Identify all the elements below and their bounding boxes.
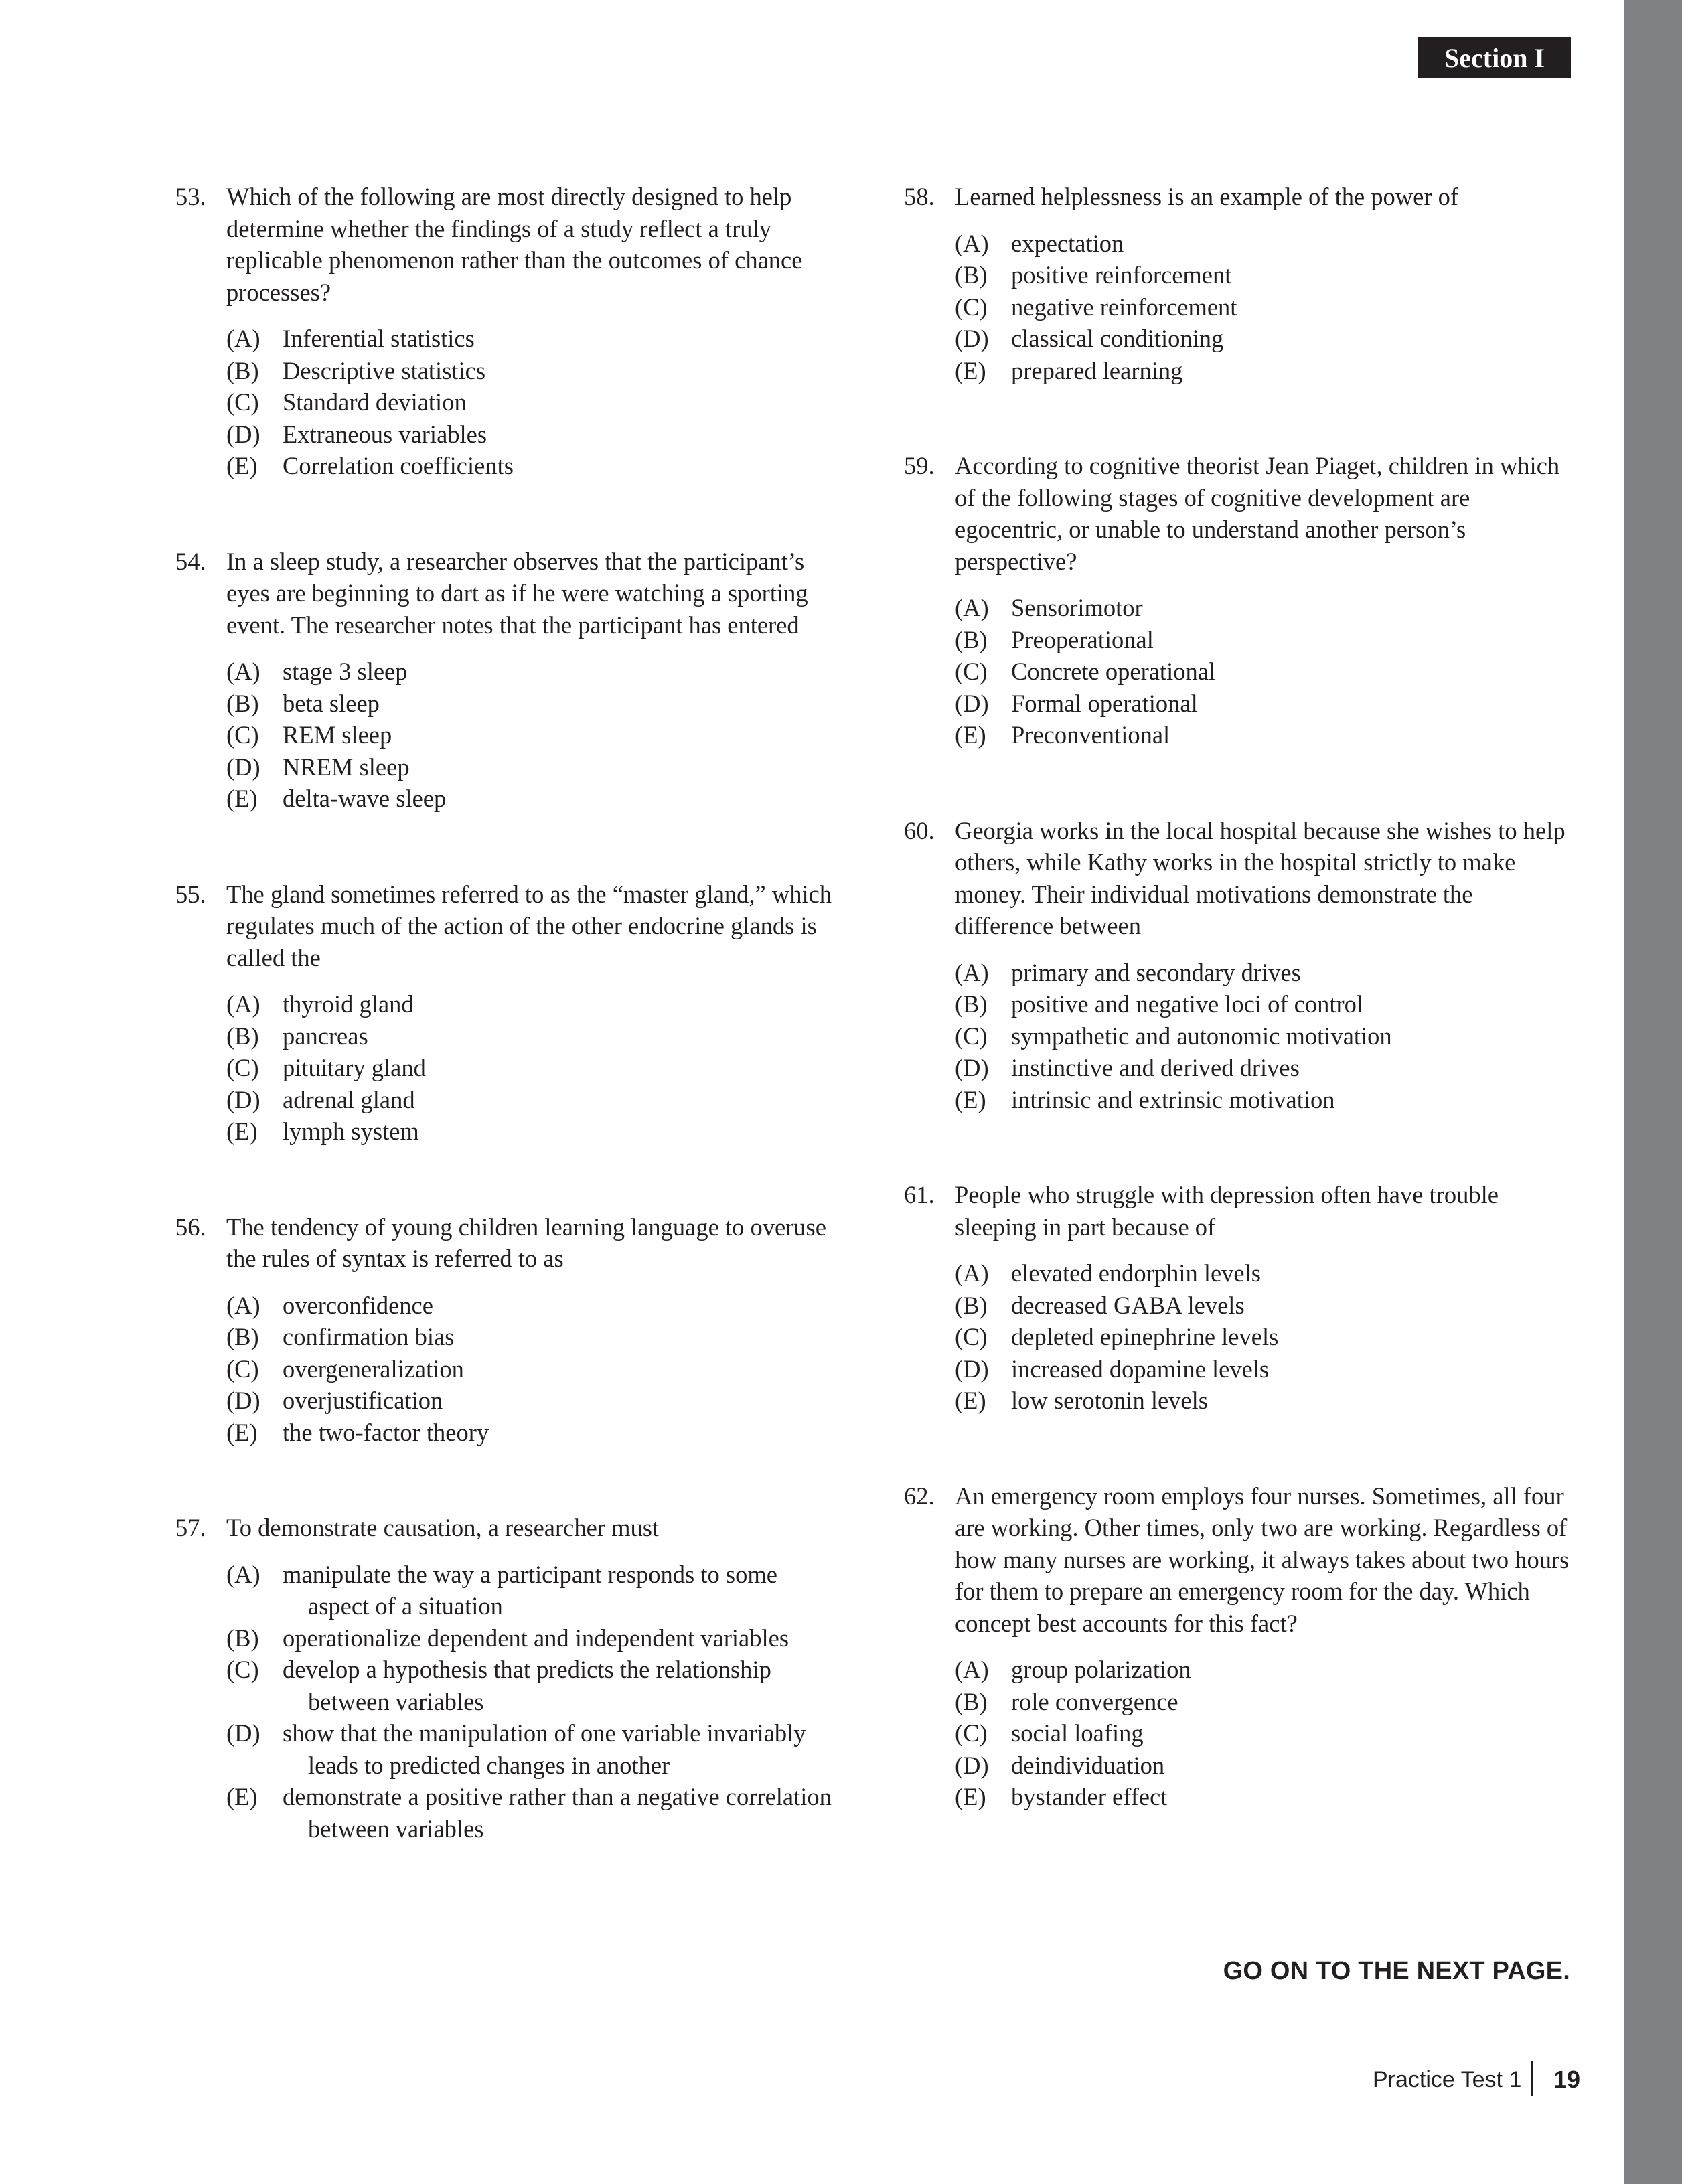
choice-letter: (E) [955,1387,986,1414]
choice-letter: (B) [226,1022,259,1050]
choice-text: overgeneralization [283,1354,464,1383]
choice-text: deindividuation [1011,1751,1165,1779]
choice-text: Inferential statistics [283,325,475,352]
choice-text: elevated endorphin levels [1011,1259,1261,1287]
choice-letter: (C) [226,1354,259,1383]
choice-letter: (B) [955,1687,988,1715]
choice-letter: (B) [226,356,259,384]
question-number: 53. [175,183,206,210]
answer-choice [955,1353,1577,1385]
question-text: Learned helplessness is an example of the power of [955,183,1459,210]
answer-choices [955,228,1577,387]
answer-choice [226,1052,842,1084]
choice-text: manipulate the way a participant responds to some aspect of a situation [283,1560,777,1620]
answer-choice [226,1622,842,1654]
choice-text: thyroid gland [283,990,414,1018]
choice-letter: (C) [955,1323,988,1350]
answer-choice [955,1654,1577,1686]
answer-choice [955,688,1577,720]
choice-text: NREM sleep [283,753,410,781]
answer-choice [226,1321,842,1353]
answer-choices [226,988,842,1148]
choice-letter: (C) [226,721,259,749]
answer-choice [955,1717,1577,1749]
question-number: 54. [175,547,206,575]
answer-choice [226,1084,842,1116]
question-item [175,546,842,815]
choice-text: group polarization [1011,1656,1191,1683]
choice-text: delta-wave sleep [283,785,447,812]
choice-text: pituitary gland [283,1054,426,1081]
answer-choice [226,1353,842,1385]
answer-choice [226,719,842,751]
choice-letter: (B) [955,1291,988,1319]
answer-choice [955,655,1577,688]
choice-letter: (A) [955,594,989,621]
question-stem [904,450,1577,577]
choice-text: low serotonin levels [1011,1387,1208,1414]
choice-letter: (E) [955,1783,986,1810]
answer-choice [226,751,842,783]
answer-choices [226,655,842,815]
choice-letter: (C) [226,1054,259,1081]
choice-letter: (A) [955,229,989,257]
choice-text: demonstrate a positive rather than a negative correlation between variables [283,1783,832,1843]
choice-text: Concrete operational [1011,657,1216,685]
choice-letter: (A) [226,1291,260,1319]
choice-text: pancreas [283,1022,368,1050]
choice-letter: (D) [955,1054,989,1081]
answer-choice [955,291,1577,323]
choice-text: classical conditioning [1011,325,1224,352]
question-item [904,181,1577,386]
answer-choice [955,228,1577,260]
answer-choice [226,1559,842,1622]
choice-text: develop a hypothesis that predicts the relationship between variables [283,1656,771,1715]
question-text: To demonstrate causation, a researcher must [226,1514,660,1541]
question-text: According to cognitive theorist Jean Piaget, children in which of the following stages of cognitive development are egocentric, or unable to understand another person’s perspective? [955,452,1560,575]
choice-letter: (D) [955,1354,989,1383]
question-text: Which of the following are most directly designed to help determine whether the findings of a study reflect a truly replicable phenomenon rather than the outcomes of chance processes? [226,183,803,306]
question-item [175,1512,842,1845]
answer-choices [226,1559,842,1845]
question-number: 57. [175,1514,206,1541]
choice-letter: (E) [226,1418,258,1446]
choice-letter: (D) [955,1751,989,1779]
choice-letter: (E) [955,356,986,384]
choice-text: prepared learning [1011,356,1183,384]
question-number: 60. [904,816,935,844]
question-stem [175,1512,842,1544]
choice-letter: (B) [955,990,988,1018]
question-stem [904,1179,1577,1243]
choice-text: intrinsic and extrinsic motivation [1011,1085,1335,1113]
choice-letter: (B) [226,1624,259,1652]
choice-text: positive and negative loci of control [1011,990,1364,1018]
answer-choice [955,323,1577,355]
answer-choice [226,450,842,482]
answer-choice [955,1020,1577,1052]
choice-letter: (A) [955,1656,989,1683]
choice-text: operationalize dependent and independent variables [283,1624,789,1652]
answer-choice [955,719,1577,751]
answer-choice [226,418,842,451]
choice-text: increased dopamine levels [1011,1354,1270,1383]
question-stem [175,181,842,308]
question-stem [904,1480,1577,1640]
answer-choice [955,988,1577,1020]
page-number: 19 [1553,2065,1581,2093]
question-number: 59. [904,452,935,479]
question-spacer [904,1115,1577,1179]
answer-choice [955,259,1577,291]
choice-letter: (B) [955,625,988,653]
question-spacer [175,815,842,878]
choice-text: Descriptive statistics [283,356,486,384]
choice-text: Extraneous variables [283,420,487,448]
question-text: Georgia works in the local hospital because she wishes to help others, while Kathy works in the hospital strictly to make money. Their individual motivations demonstrate the difference between [955,816,1565,939]
left-column [175,181,842,1845]
answer-choice [226,355,842,387]
choice-letter: (D) [226,753,260,781]
question-number: 62. [904,1482,935,1510]
answer-choice [226,688,842,720]
question-spacer [904,386,1577,450]
question-stem [175,546,842,641]
question-item [904,1480,1577,1813]
question-number: 58. [904,183,935,210]
choice-letter: (A) [226,1560,260,1588]
answer-choice [955,957,1577,989]
section-label: Section I [1418,37,1571,78]
choice-letter: (A) [955,958,989,986]
choice-text: lymph system [283,1117,419,1145]
question-number: 55. [175,880,206,908]
answer-choice [955,624,1577,656]
choice-text: bystander effect [1011,1783,1168,1810]
answer-choices [226,323,842,482]
answer-choices [226,1290,842,1449]
choice-text: stage 3 sleep [283,657,408,685]
choice-letter: (B) [226,689,259,717]
question-text: The gland sometimes referred to as the “master gland,” which regulates much of the action of the other endocrine glands is called the [226,880,832,971]
footer-label: Practice Test 1 [1373,2067,1522,2092]
answer-choices [955,592,1577,751]
answer-choice [955,1781,1577,1813]
answer-choice [955,1290,1577,1322]
choice-letter: (E) [226,452,258,479]
choice-letter: (E) [955,721,986,749]
choice-text: role convergence [1011,1687,1178,1715]
answer-choice [955,1084,1577,1116]
answer-choice [226,1417,842,1449]
question-stem [904,815,1577,942]
choice-text: social loafing [1011,1719,1144,1747]
answer-choice [226,1717,842,1781]
choice-letter: (E) [226,1783,258,1810]
choice-letter: (D) [955,325,989,352]
question-text: In a sleep study, a researcher observes that the participant’s eyes are beginning to dart as if he were watching a sporting event. The researcher notes that the participant has entered [226,547,808,639]
question-spacer [175,1148,842,1211]
choice-letter: (A) [226,325,260,352]
question-spacer [175,482,842,546]
answer-choice [955,1385,1577,1417]
answer-choice [226,1654,842,1717]
choice-letter: (B) [955,261,988,289]
choice-text: negative reinforcement [1011,293,1237,321]
choice-letter: (C) [226,388,259,416]
answer-choice [226,655,842,688]
question-spacer [904,751,1577,815]
answer-choice [955,1321,1577,1353]
question-text: The tendency of young children learning language to overuse the rules of syntax is referred to as [226,1213,826,1272]
answer-choices [955,957,1577,1116]
choice-letter: (B) [226,1323,259,1350]
answer-choice [955,1749,1577,1782]
question-item [904,450,1577,751]
answer-choice [226,1115,842,1148]
answer-choice [226,323,842,355]
choice-text: primary and secondary drives [1011,958,1301,986]
answer-choice [955,1257,1577,1290]
choice-text: overjustification [283,1387,443,1414]
choice-letter: (C) [226,1656,259,1683]
answer-choice [955,592,1577,624]
right-column [904,181,1577,1813]
choice-letter: (A) [955,1259,989,1287]
answer-choices [955,1257,1577,1417]
question-stem [904,181,1577,213]
choice-text: REM sleep [283,721,392,749]
choice-letter: (E) [955,1085,986,1113]
choice-text: overconfidence [283,1291,433,1319]
choice-text: expectation [1011,229,1124,257]
choice-letter: (E) [226,785,258,812]
choice-text: Sensorimotor [1011,594,1143,621]
question-item [175,1211,842,1449]
choice-letter: (D) [226,420,260,448]
answer-choice [226,1020,842,1052]
choice-letter: (C) [955,293,988,321]
question-item [904,815,1577,1116]
choice-letter: (C) [955,1022,988,1050]
choice-letter: (C) [955,657,988,685]
choice-text: Standard deviation [283,388,467,416]
choice-text: positive reinforcement [1011,261,1232,289]
choice-text: Correlation coefficients [283,452,514,479]
question-stem [175,878,842,974]
answer-choices [955,1654,1577,1813]
question-number: 56. [175,1213,206,1241]
answer-choice [955,1686,1577,1718]
choice-text: instinctive and derived drives [1011,1054,1300,1081]
answer-choice [226,988,842,1020]
choice-letter: (C) [955,1719,988,1747]
choice-text: depleted epinephrine levels [1011,1323,1279,1350]
choice-letter: (E) [226,1117,258,1145]
answer-choice [955,355,1577,387]
choice-text: Preoperational [1011,625,1154,653]
choice-text: decreased GABA levels [1011,1291,1245,1319]
choice-text: beta sleep [283,689,380,717]
answer-choice [226,1290,842,1322]
question-spacer [904,1417,1577,1480]
answer-choice [955,1052,1577,1084]
next-page-instruction: GO ON TO THE NEXT PAGE. [1223,1957,1570,1985]
choice-text: the two-factor theory [283,1418,489,1446]
choice-letter: (A) [226,657,260,685]
answer-choice [226,386,842,418]
choice-letter: (D) [226,1387,260,1414]
question-item [904,1179,1577,1417]
answer-choice [226,783,842,815]
question-text: People who struggle with depression often have trouble sleeping in part because of [955,1181,1499,1241]
choice-letter: (D) [226,1719,260,1747]
answer-choice [226,1385,842,1417]
question-item [175,878,842,1148]
choice-letter: (A) [226,990,260,1018]
choice-text: sympathetic and autonomic motivation [1011,1022,1392,1050]
choice-text: show that the manipulation of one variable invariably leads to predicted changes in another [283,1719,806,1779]
choice-text: adrenal gland [283,1085,415,1113]
choice-text: confirmation bias [283,1323,455,1350]
choice-letter: (D) [955,689,989,717]
question-text: An emergency room employs four nurses. Sometimes, all four are working. Other times, only two are working. Regardless of how many nurses are working, it always takes about two hours for them to prepare an emergency room for the day. Which concept best accounts for this fact? [955,1482,1570,1637]
question-item [175,181,842,482]
choice-text: Formal operational [1011,689,1198,717]
answer-choice [226,1781,842,1845]
footer-divider [1531,2061,1533,2096]
choice-letter: (D) [226,1085,260,1113]
question-number: 61. [904,1181,935,1208]
question-stem [175,1211,842,1275]
page-edge-bar [1624,0,1682,2184]
question-spacer [175,1448,842,1512]
choice-text: Preconventional [1011,721,1170,749]
